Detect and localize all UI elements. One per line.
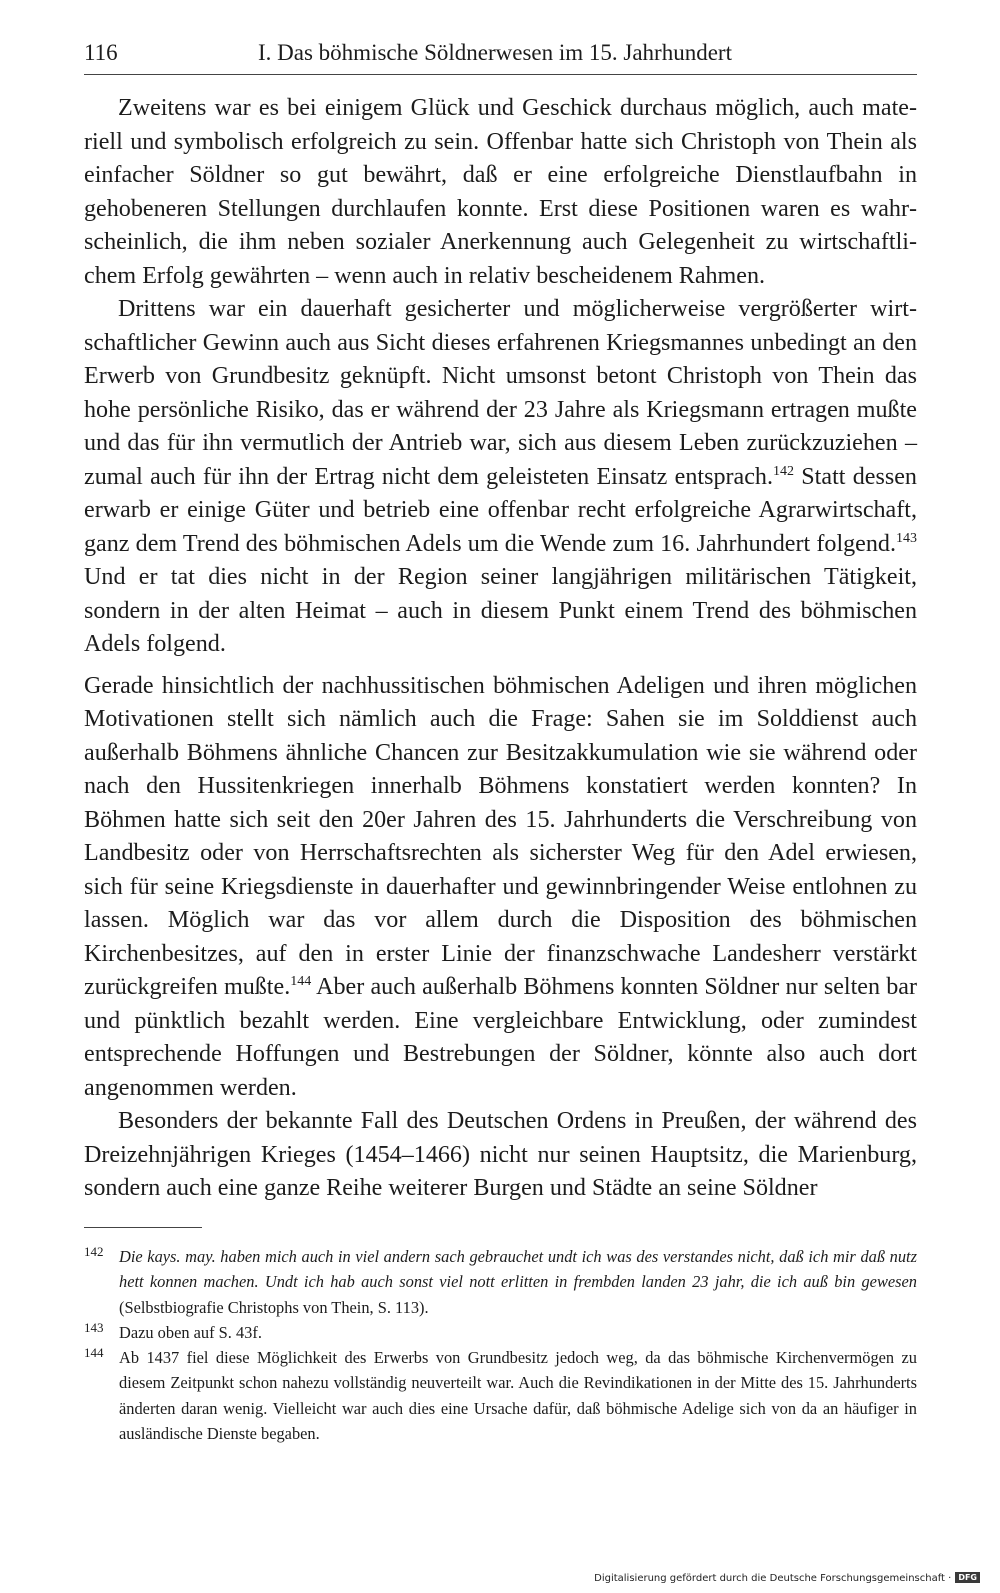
footnote-separator: [84, 1227, 202, 1228]
paragraph-2: [84, 293, 917, 662]
paragraph-2-text-a: Drittens war ein dauerhaft gesicherter und möglicherweise vergrößerter wirtschaftlicher Gewinn auch aus Sicht dieses erfahrenen Kriegsmannes unbedingt an den Erwerb von Grundbesitz geknüpft. Nicht umsonst betont Christoph von Thein das hohe persönliche Risiko, das er während der 23 Jahre als Kriegsmann ertragen mußte und das für ihn vermutlich der Antrieb war, sich aus diesem Leben zurückzuziehen – zumal auch für ihn der Ertrag nicht dem geleisteten Einsatz entsprach.: [84, 296, 917, 490]
running-head: [84, 38, 917, 75]
footnote-number: 142: [84, 1244, 104, 1259]
body-text: [84, 92, 917, 1206]
paragraph-4: [84, 1105, 917, 1206]
footnote-ref-144: 144: [290, 974, 312, 989]
footnote-number: 144: [84, 1345, 104, 1361]
paragraph-3-text-b: Aber auch außerhalb Böhmens konnten Söldner nur selten bar und pünktlich bezahlt werden. Eine vergleichbare Entwicklung, oder zumindest entsprechende Hoffungen und Bestrebungen der Söldner, könnte also auch dort angenommen werden.: [84, 974, 917, 1101]
footnote-143: [84, 1320, 917, 1345]
digitization-credit: [594, 1572, 980, 1584]
page-number: 116: [84, 40, 118, 65]
footnote-text: Ab 1437 fiel diese Möglichkeit des Erwerbs von Grundbesitz jedoch weg, da das böhmische Kirchenvermögen zu diesem Zeitpunkt schon nahezu vollständig neuverteilt war. Auch die Revindikationen in der Mitte des 15. Jahrhunderts änderten daran wenig. Vielleicht war auch dies eine Ursache dafür, daß böhmische Adelige sich von da an häufiger in ausländische Dienste begaben.: [119, 1348, 917, 1444]
footnote-ref-143: 143: [896, 530, 917, 546]
footnote-text: Dazu oben auf S. 43f.: [119, 1322, 262, 1342]
footnote-number: 143: [84, 1319, 104, 1335]
paragraph-3: [84, 670, 917, 1106]
paragraph-2-text-c: Und er tat dies nicht in der Region seiner langjährigen militärischen Tätigkeit, sondern in der alten Heimat – auch in diesem Punkt einem Trend des böhmischen Adels folgend.: [84, 564, 917, 657]
footnote-source: (Selbstbiografie Christophs von Thein, S. 113).: [119, 1297, 429, 1317]
credit-text: Digitalisierung gefördert durch die Deutsche Forschungsgemeinschaft ·: [594, 1573, 952, 1584]
paragraph-2-text-b: Statt dessen erwarb er einige Güter und betrieb eine offenbar recht erfolgreiche Agrarwirtschaft, ganz dem Trend des böhmischen Adels um die Wende zum 16. Jahrhundert folgend.: [84, 463, 917, 557]
running-title: I. Das böhmische Söldnerwesen im 15. Jahrhundert: [258, 40, 732, 65]
paragraph-3-text-a: Gerade hinsichtlich der nachhussitischen böhmischen Adeligen und ihren möglichen Motivationen stellt sich nämlich auch die Frage: Sahen sie im Solddienst auch außerhalb Böhmens ähnliche Chancen zur Besitzakkumulation wie sie während oder nach den Hussitenkriegen innerhalb Böhmens konstatiert werden konnten? In Böhmen hatte sich seit den 20er Jahren des 15. Jahrhunderts die Verschreibung von Landbesitz oder von Herrschaftsrechten als sicherster Weg für den Adel erwiesen, sich für seine Kriegsdienste in dauerhafter und gewinnbringender Weise entlohnen zu lassen. Möglich war das vor allem durch die Disposition des böhmischen Kirchenbesitzes, auf den in erster Linie der finanzschwache Landesherr verstärkt zurückgreifen mußte.: [84, 672, 917, 1000]
footnotes: [84, 1244, 917, 1446]
footnote-142: [84, 1244, 917, 1320]
dfg-logo: DFG: [955, 1572, 980, 1583]
footnote-ref-142: 142: [773, 463, 794, 479]
paragraph-1-text: Zweitens war es bei einigem Glück und Geschick durchaus möglich, auch materiell und symbolisch erfolgreich zu sein. Offenbar hatte sich Christoph von Thein als einfacher Söldner so gut bewährt, daß er eine erfolgreiche Dienstlaufbahn in gehobeneren Stellungen durchlaufen konnte. Erst diese Positionen waren es wahrscheinlich, die ihm neben sozialer Anerkennung auch Gelegenheit zu wirtschaftlichem Erfolg gewährten – wenn auch in relativ bescheidenem Rahmen.: [84, 95, 917, 289]
paragraph-1: [84, 92, 917, 293]
footnote-144: [84, 1345, 917, 1446]
footnote-quote: Die kays. may. haben mich auch in viel andern sach gebrauchet undt ich was des verstandes nicht, daß ich mir daß nutz hett konnen machen. Undt ich hab auch sonst viel nott erlitten in frembden landen 23 jahr, die ich auß bin gewesen: [119, 1247, 917, 1292]
paragraph-4-text: Besonders der bekannte Fall des Deutschen Ordens in Preußen, der während des Dreizehnjährigen Krieges (1454–1466) nicht nur seinen Hauptsitz, die Marienburg, sondern auch eine ganze Reihe weiterer Burgen und Städte an seine Söldner: [84, 1108, 917, 1201]
